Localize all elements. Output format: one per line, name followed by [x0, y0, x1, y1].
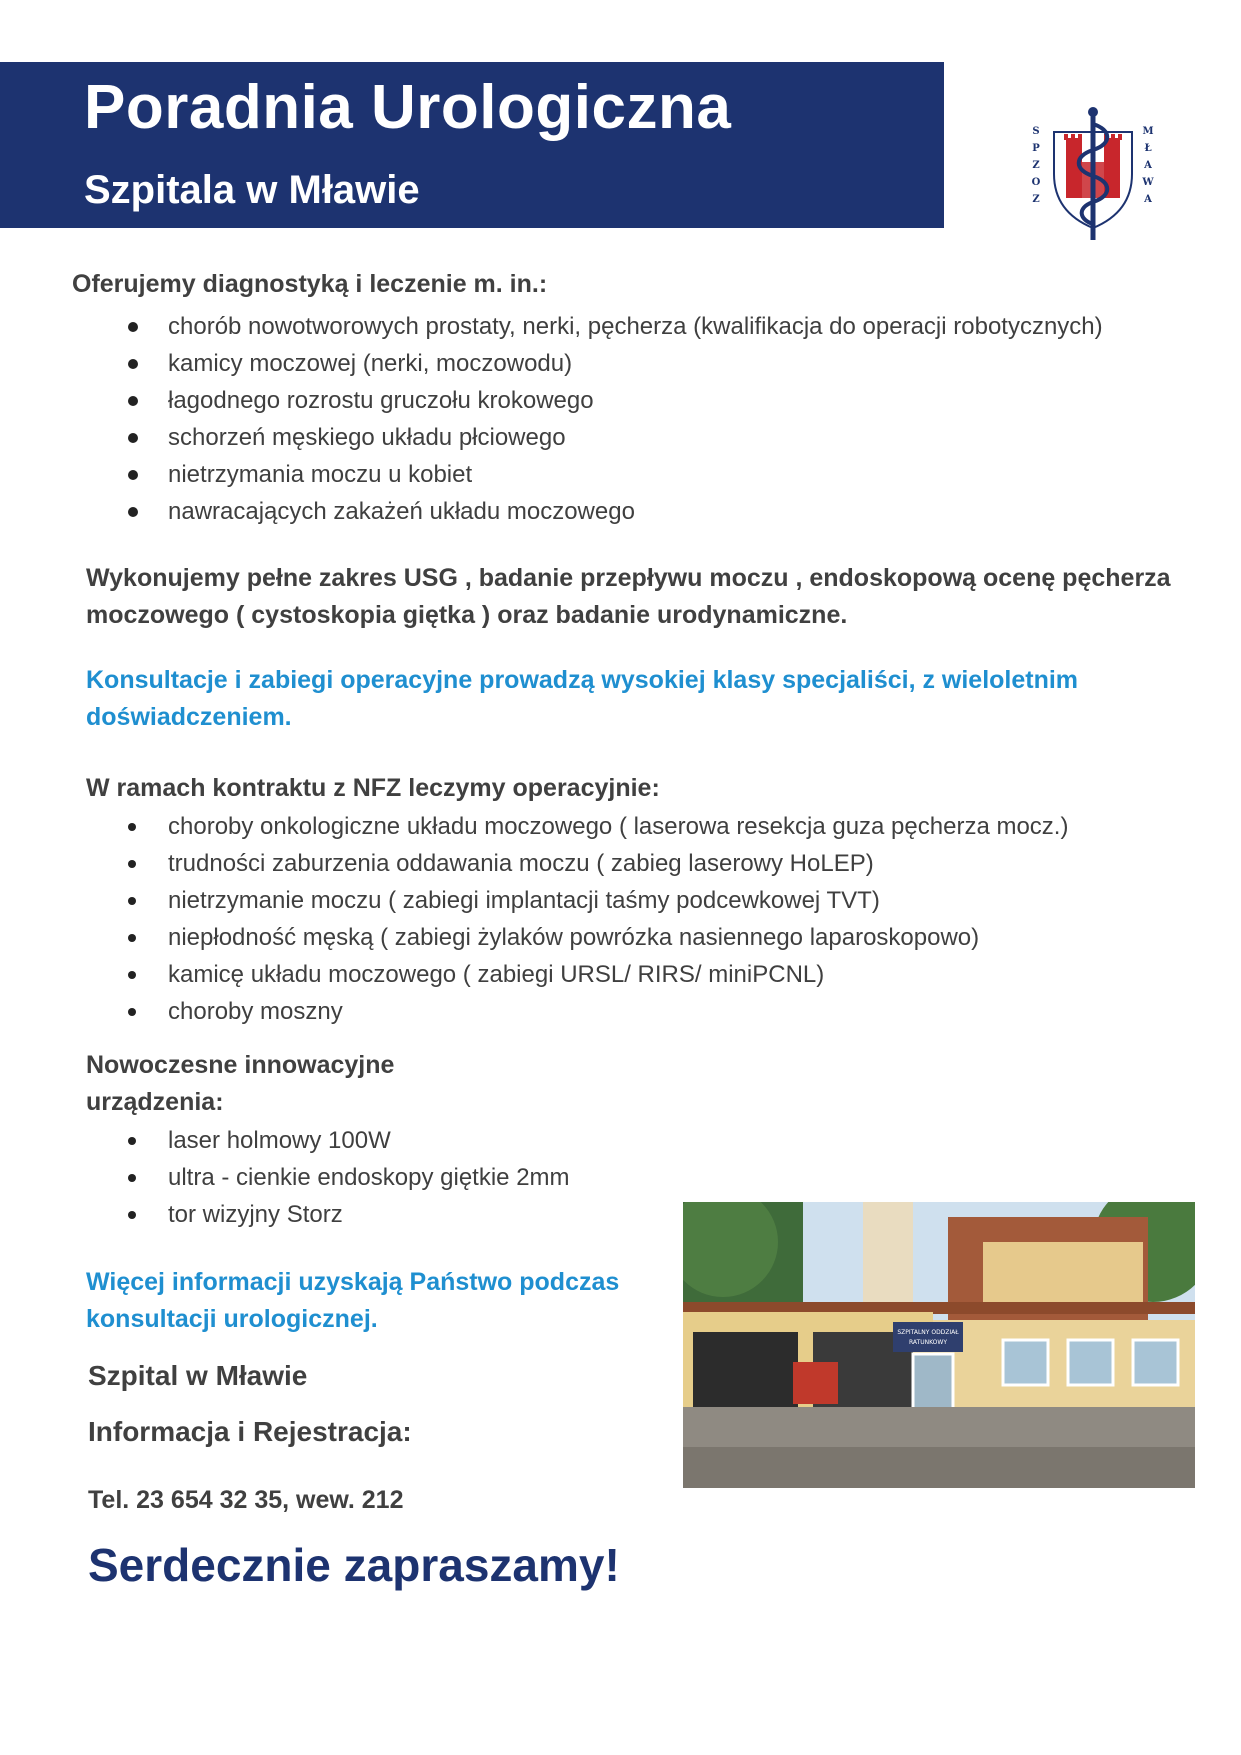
diagnostics-heading: Oferujemy diagnostyką i leczenie m. in.: — [72, 270, 548, 298]
list-item: tor wizyjny Storz — [128, 1196, 570, 1233]
devices-heading-line-1: Nowoczesne innowacyjne — [86, 1051, 395, 1079]
building-illustration — [683, 1202, 1195, 1488]
list-item: choroby moszny — [128, 993, 1068, 1030]
more-info-note — [86, 1264, 619, 1337]
list-item: choroby onkologiczne układu moczowego ( laserowa resekcja guza pęcherza mocz.) — [128, 808, 1068, 845]
list-item: chorób nowotworowych prostaty, nerki, pęcherza (kwalifikacja do operacji robotycznych) — [128, 308, 1103, 345]
procedures-paragraph — [86, 560, 1171, 633]
devices-list — [128, 1122, 570, 1233]
list-item: nietrzymanie moczu ( zabiegi implantacji taśmy podcewkowej TVT) — [128, 882, 1068, 919]
more-info-line-2: konsultacji urologicznej. — [86, 1304, 378, 1333]
devices-heading — [86, 1047, 394, 1120]
contact-registration: Informacja i Rejestracja: — [88, 1416, 412, 1447]
page-title: Poradnia Urologiczna — [84, 73, 732, 142]
consultation-note — [86, 662, 1078, 735]
contact-hospital: Szpital w Mławie — [88, 1360, 308, 1391]
list-item: łagodnego rozrostu gruczołu krokowego — [128, 382, 1103, 419]
procedures-line-1: Wykonujemy pełne zakres USG , badanie przepływu moczu , endoskopową ocenę pęcherza — [86, 564, 1171, 592]
consultation-line-1: Konsultacje i zabiegi operacyjne prowadzą wysokiej klasy specjaliści, z wieloletnim — [86, 666, 1079, 694]
list-item: ultra - cienkie endoskopy giętkie 2mm — [128, 1159, 570, 1196]
list-item: niepłodność męską ( zabiegi żylaków powrózka nasiennego laparoskopowo) — [128, 919, 1068, 956]
list-item: nawracających zakażeń układu moczowego — [128, 493, 1103, 530]
logo-right-text: M Ł A W A — [1142, 126, 1154, 205]
list-item: schorzeń męskiego układu płciowego — [128, 419, 1103, 456]
page-subtitle: Szpitala w Mławie — [84, 168, 420, 212]
list-item: kamicy moczowej (nerki, moczowodu) — [128, 345, 1103, 382]
list-item: kamicę układu moczowego ( zabiegi URSL/ RIRS/ miniPCNL) — [128, 956, 1068, 993]
procedures-line-2: moczowego ( cystoskopia giętka ) oraz badanie urodynamiczne. — [86, 600, 848, 629]
list-item: nietrzymania moczu u kobiet — [128, 456, 1103, 493]
devices-heading-line-2: urządzenia: — [86, 1087, 224, 1116]
nfz-heading: W ramach kontraktu z NFZ leczymy operacyjnie: — [86, 774, 660, 802]
list-item: trudności zaburzenia oddawania moczu ( zabieg laserowy HoLEP) — [128, 845, 1068, 882]
list-item: laser holmowy 100W — [128, 1122, 570, 1159]
closing-message: Serdecznie zapraszamy! — [88, 1539, 620, 1591]
diagnostics-list — [128, 308, 1103, 530]
contact-phone: Tel. 23 654 32 35, wew. 212 — [88, 1486, 404, 1514]
hospital-building-photo — [683, 1202, 1195, 1488]
more-info-line-1: Więcej informacji uzyskają Państwo podczas — [86, 1268, 620, 1296]
sign-text-1: SZPITALNY ODDZIAŁ — [897, 1329, 959, 1336]
logo-left-text: S P Z O Z — [1031, 126, 1041, 205]
consultation-line-2: doświadczeniem. — [86, 702, 292, 731]
hospital-logo — [1024, 104, 1162, 244]
sign-text-2: RATUNKOWY — [908, 1339, 948, 1346]
nfz-list — [128, 808, 1068, 1030]
